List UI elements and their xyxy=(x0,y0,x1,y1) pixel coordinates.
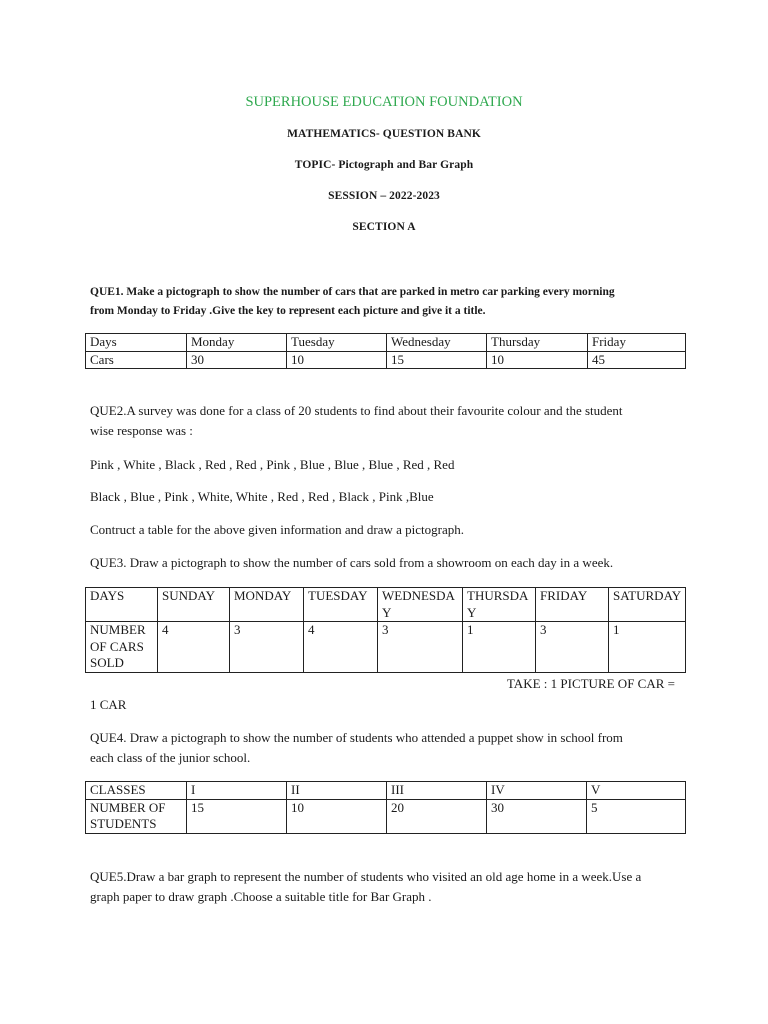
question-2 xyxy=(90,401,690,440)
table-cell: Tuesday xyxy=(287,334,387,352)
table-cell: CLASSES xyxy=(86,782,187,800)
question-2-line2: wise response was : xyxy=(90,422,193,438)
table-cell: 5 xyxy=(587,799,686,833)
table-cell: V xyxy=(587,782,686,800)
table-cell: Thursday xyxy=(487,334,588,352)
topic-heading: TOPIC- Pictograph and Bar Graph xyxy=(294,159,474,171)
table-cell: III xyxy=(387,782,487,800)
table-cell: 3 xyxy=(536,622,609,673)
table-cell: 30 xyxy=(487,799,587,833)
table-row xyxy=(86,334,686,352)
question-5-line1: QUE5.Draw a bar graph to represent the number of students who visited an old age home in a week.Use a xyxy=(90,869,642,884)
table-cell: DAYS xyxy=(86,588,158,622)
q4-table xyxy=(85,781,686,834)
session-heading: SESSION – 2022-2023 xyxy=(328,190,440,202)
table-cell: Cars xyxy=(86,351,187,369)
question-5-line2: graph paper to draw graph .Choose a suitable title for Bar Graph . xyxy=(90,888,432,904)
table-cell: FRIDAY xyxy=(536,588,609,622)
question-2-instruction: Contruct a table for the above given information and draw a pictograph. xyxy=(90,522,464,537)
table-cell: Friday xyxy=(588,334,686,352)
q3-table xyxy=(85,587,686,673)
table-cell: Monday xyxy=(187,334,287,352)
table-cell: 3 xyxy=(230,622,304,673)
table-cell: WEDNESDAY xyxy=(378,588,463,622)
table-cell: 1 xyxy=(463,622,536,673)
question-1 xyxy=(90,283,690,321)
response-line-1: Pink , White , Black , Red , Red , Pink , Blue , Blue , Blue , Red , Red xyxy=(90,457,455,472)
organization-title: SUPERHOUSE EDUCATION FOUNDATION xyxy=(245,94,523,110)
table-cell: 10 xyxy=(287,799,387,833)
table-cell: Days xyxy=(86,334,187,352)
section-heading: SECTION A xyxy=(352,221,416,233)
table-cell: 4 xyxy=(158,622,230,673)
table-cell: 3 xyxy=(378,622,463,673)
table-cell: TUESDAY xyxy=(304,588,378,622)
table-cell: 20 xyxy=(387,799,487,833)
table-row xyxy=(86,799,686,833)
question-1-line2: from Monday to Friday .Give the key to represent each picture and give it a title. xyxy=(90,305,486,317)
table-cell: II xyxy=(287,782,387,800)
table-cell: 10 xyxy=(287,351,387,369)
question-2-line1: QUE2.A survey was done for a class of 20 students to find about their favourite colour and the student xyxy=(90,403,623,418)
table-cell: I xyxy=(187,782,287,800)
table-cell: THURSDAY xyxy=(463,588,536,622)
q1-table xyxy=(85,333,686,369)
table-cell: 30 xyxy=(187,351,287,369)
table-cell: NUMBER OF STUDENTS xyxy=(86,799,187,833)
table-cell: 45 xyxy=(588,351,686,369)
table-row xyxy=(86,588,686,622)
response-line-2: Black , Blue , Pink , White, White , Red , Red , Black , Pink ,Blue xyxy=(90,489,434,504)
table-cell: 4 xyxy=(304,622,378,673)
question-4-line1: QUE4. Draw a pictograph to show the number of students who attended a puppet show in school from xyxy=(90,730,623,745)
pictograph-key: TAKE : 1 PICTURE OF CAR = xyxy=(506,676,675,691)
table-cell: SUNDAY xyxy=(158,588,230,622)
table-cell: NUMBER OF CARS SOLD xyxy=(86,622,158,673)
table-cell: IV xyxy=(487,782,587,800)
table-cell: 15 xyxy=(187,799,287,833)
question-3: QUE3. Draw a pictograph to show the number of cars sold from a showroom on each day in a week. xyxy=(90,555,614,570)
question-4-line2: each class of the junior school. xyxy=(90,749,251,765)
table-cell: 15 xyxy=(387,351,487,369)
question-5 xyxy=(90,867,690,906)
pictograph-key-continued: 1 CAR xyxy=(90,697,127,712)
table-row xyxy=(86,351,686,369)
table-cell: 1 xyxy=(609,622,686,673)
table-cell: Wednesday xyxy=(387,334,487,352)
table-cell: 10 xyxy=(487,351,588,369)
table-cell: SATURDAY xyxy=(609,588,686,622)
table-row xyxy=(86,782,686,800)
table-row xyxy=(86,622,686,673)
subject-heading: MATHEMATICS- QUESTION BANK xyxy=(287,128,481,140)
table-cell: MONDAY xyxy=(230,588,304,622)
question-1-line1: QUE1. Make a pictograph to show the number of cars that are parked in metro car parking every morning xyxy=(90,286,615,298)
question-4 xyxy=(90,728,690,767)
